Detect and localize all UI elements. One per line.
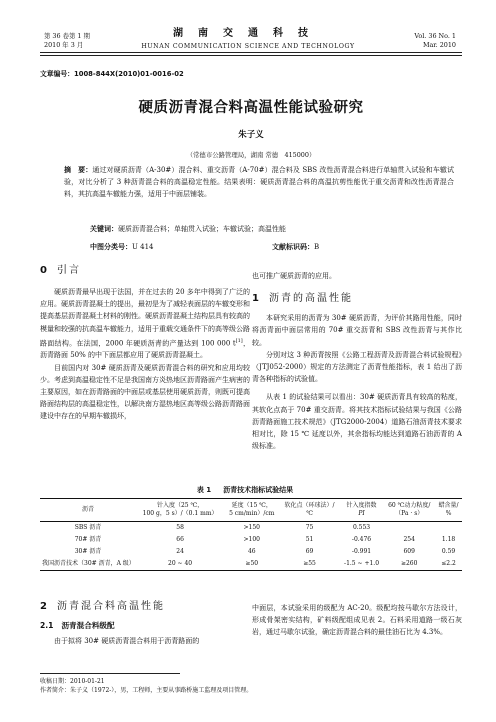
table-cell: ≤2.2 [435,558,462,571]
abstract [64,164,454,200]
article-number: 文章编号：1008-844X(2010)01-0016-02 [40,70,184,78]
table-row [40,522,462,535]
right-column [252,264,462,452]
section-0-number: 0 [40,265,47,276]
keywords-label: 关键词： [90,225,118,233]
section-2-1-paragraph: 由于拟将 30# 硬质沥青混合料用于沥青路面的 [54,637,200,646]
left-column [40,264,250,423]
table-cell: 0.553 [352,524,371,531]
header-rule-thin [40,55,462,56]
table-cell [435,522,462,535]
table-header-penetration-unit: 100 g，5 s）/（0.1 mm） [136,510,224,522]
footnote-rule [40,673,180,674]
keywords [90,224,286,234]
table-cell: 58 [176,524,184,531]
table-header-row-1 [40,499,462,511]
bottom-right-column [252,602,462,639]
section-2-1-continuation: 中面层，本试验采用的级配为 AC-20。级配均按马歇尔方法设计，形成骨架密实结构，矿料级配组成见表 2。石料采用道路一级石灰岩，通过马歇尔试验，确定沥青混合料的最佳油石比为 4.3%。 [252,604,462,637]
section-1-title: 沥青的高温性能 [268,293,353,305]
table-row [40,546,462,558]
author-bio: 作者简介：朱子义（1972-），男，工程师，主要从事路桥施工监理及项目管理。 [40,687,253,694]
document-code-label: 文献标识码： [272,243,314,251]
header-volume-en: Vol. 36 No. 1 [414,32,456,40]
document-code [272,242,319,252]
table-row [40,558,462,571]
table-header-softening: 软化点（环球法）/ [279,499,339,511]
abstract-label: 摘 要： [64,166,93,174]
table-cell: 75 [305,524,314,531]
table-header-wax-unit: % [435,510,462,522]
section-1-heading [252,292,462,306]
table-cell: >150 [243,524,260,531]
section-2-1-title: 沥青混合料级配 [61,621,115,630]
table-cell: 0.59 [441,548,456,555]
journal-title-cn: 湖南交通科技 [173,28,323,39]
table-cell: 24 [176,548,184,555]
section-2-title: 沥青混合料高温性能 [56,601,165,612]
table-header-viscosity-unit: （Pa · s） [383,510,435,522]
section-2-1-heading [40,620,250,632]
table-cell: -1.5 ~ +1.0 [340,558,384,571]
section-1-paragraph-2: 分别对这 3 种沥青按照《公路工程沥青及沥青混合料试验规程》（JTJ052-2000）规定的方法测定了沥青性能指标，表 1 给出了沥青各种指标的试验值。 [252,350,462,384]
table-cell: >100 [243,536,260,543]
table-cell: 46 [247,548,256,555]
intro-p1-text: 硬质沥青最早出现于法国，并在过去的 20 多年中得到了广泛的应用。硬质沥青混凝土的提出，最初是为了减轻表面层的车辙变形和提高基层沥青混凝土材料的刚性。硬质沥青混凝土结构层具有较高的模量和较强的抗高温车辙能力，适用于重载交通条件下的高等级公路路面结构。在法国，2000 年硬质沥青的产量达到 100 000 t [40,288,250,348]
table-cell [383,522,435,535]
journal-title-en: HUNAN COMMUNICATION SCIENCE AND TECHNOLOGY [141,43,355,50]
section-2-number: 2 [40,601,47,612]
header-volume-cn: 第 36 卷第 1 期 [44,32,90,40]
section-0-heading [40,264,250,278]
intro-paragraph-1 [40,286,250,362]
section-2-heading [40,600,250,614]
table-cell-name: 我国沥青技术（30# 沥青，A 级） [40,558,136,571]
page-title: 硬质沥青混合料高温性能试验研究 [138,100,364,116]
classification [90,242,154,252]
table-cell-name: 30# 沥青 [74,548,102,555]
continuation-paragraph: 也可推广硬质沥青的应用。 [252,272,336,280]
table-header-ductility-unit: 5 cm/min）/cm [224,510,279,522]
classification-text: U 414 [132,243,154,251]
table-header-wax: 蜡含量/ [435,499,462,511]
intro-paragraph-2: 目前国内对 30# 硬质沥青及硬质沥青混合料的研究和应用均较少。考虑到高温稳定性不足是我国南方炎热地区沥青路面产生病害的主要原因，如在沥青路面的中面层或基层使用硬质沥青，则既可提高路面结构层的高温稳定性，以解决南方湿热地区高等级公路沥青路面建设中存在的早期车辙损坏， [40,363,250,421]
table-1-label: 表 1 [196,486,212,494]
table-cell: 51 [305,536,314,543]
table-cell: 609 [403,548,415,555]
table-cell: -0.991 [351,548,372,555]
table-cell: ≥260 [383,558,435,571]
table-header-pi: 针入度指数 [340,499,384,511]
bottom-left-column [40,600,250,647]
intro-p1-tail: ，沥青路面 50% 的中下面层都应用了硬质沥青混凝土。 [40,339,251,360]
header-right [414,32,456,49]
affiliation: （常德市公路管理局，湖南 常德 415000） [186,151,316,159]
section-2-1-number: 2.1 [40,621,54,630]
table-cell: 69 [305,548,314,555]
table-1-grid [40,498,462,571]
header-journal [120,27,376,51]
table-header-ductility: 延度（15 ℃， [224,499,279,511]
classification-label: 中图分类号： [90,243,132,251]
table-cell: 66 [176,536,184,543]
table-cell-name: 70# 沥青 [74,536,102,543]
table-cell: ≥55 [279,558,339,571]
section-1-paragraph-3: 从表 1 的试验结果可以看出：30# 硬质沥青具有较高的粘度，其软化点高于 70# 重交沥青。将其技术指标试验结果与我国《公路沥青路面施工技术规范》（JTG2000-2004）道路石油沥青技术要求相对比，除 15 ℃ 延度以外，其余指标均能达到道路石油沥青的 A 级标准。 [252,393,462,451]
author: 朱子义 [238,130,264,140]
header-left [44,32,90,49]
header-rule [40,52,462,53]
table-header-viscosity: 60 ℃动力粘度/ [383,499,435,511]
header-date-en: Mar. 2010 [422,40,456,49]
table-cell: 1.18 [441,536,456,543]
table-1-caption [40,485,462,495]
table-1 [40,498,462,571]
table-cell: 254 [403,536,415,543]
abstract-text: 通过对硬质沥青（A-30#）混合料、重交沥青（A-70#）混合料及 SBS 改性沥青混合料进行单轴贯入试验和车辙试验，对比分析了 3 种沥青混合料的高温稳定性能。结果表明：硬质沥青混合料的高温抗剪性能优于重交沥青和改性沥青混合料，其抗高温车辙能力强，适用于中面层铺装。 [64,166,455,198]
table-cell: ≥50 [224,558,279,571]
table-cell: -0.476 [351,536,372,543]
table-header-pi-unit: PI [340,510,384,522]
document-code-text: B [314,243,320,251]
table-1-title: 沥青技术指标试验结果 [223,486,294,494]
table-header-softening-unit: ℃ [279,510,339,522]
table-header-asphalt: 沥青 [40,499,136,522]
table-row [40,534,462,546]
section-1-paragraph-1: 本研究采用的沥青为 30# 硬质沥青，为评价其路用性能，同时将沥青面中面层常用的 70# 重交沥青和 SBS 改性沥青与其作比较。 [252,314,462,347]
table-cell: 20 ~ 40 [136,558,224,571]
keywords-text: 硬质沥青混合料；单轴贯入试验；车辙试验；高温性能 [118,225,286,233]
header-date-cn: 2010 年 3 月 [44,40,84,49]
table-header-penetration: 针入度（25 ℃， [136,499,224,511]
table-cell-name: SBS 沥青 [74,524,102,531]
section-1-number: 1 [252,293,259,305]
received-date: 收稿日期：2010-01-21 [40,678,105,685]
footnote [40,677,252,695]
section-0-title: 引言 [56,265,81,276]
citation-1: [1] [235,337,243,344]
